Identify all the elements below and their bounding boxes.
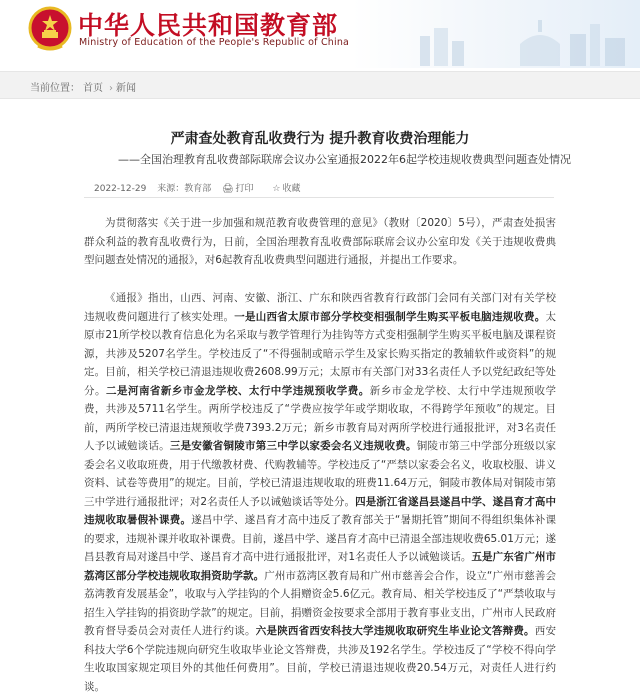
favorite-label: 收藏 bbox=[282, 184, 301, 194]
site-title[interactable]: 中华人民共和国教育部 bbox=[78, 11, 339, 40]
case-5-body: 广州市荔湾区教育局和广州市慈善会合作，设立“广州市慈善会荔湾教育发展基金”，收取与入学挂钩的个人捐赠资金5.6亿元。教育局、相关学校违反了“严禁收取与招生入学挂钩的捐资助学款”的规定。目前，捐赠资金按要求全部用于教育事业支出，广州市人民政府教育督导委员会对责任人进行约谈。 bbox=[84, 569, 556, 637]
case-2-body: 新乡市金龙学校、太行中学违规预收学费，共涉及5711名学生。两所学校违反了“学费应按学年或学期收取，不得跨学年预收”的规定。目前，两所学校已清退违规预收学费7393.2万元；新乡市教育局对两所学校进行通报批评，对3名责任人予以诫勉谈话。 bbox=[84, 384, 557, 452]
case-1-heading: 一是山西省太原市部分学校变相强制学生购买平板电脑违规收费。 bbox=[234, 310, 546, 323]
breadcrumb-bar bbox=[0, 71, 640, 99]
case-1-body: 太原市21所学校以教育信息化为名采取与教学管理行为挂钩等方式变相强制学生购买平板电脑及课程资源，共涉及5207名学生。学校违反了“不得强制或暗示学生及家长购买指定的教辅软件或资料”的规定。目前，相关学校已清退违规收费2608.99万元；太原市有关部门对33名责任人予以党纪政纪等处分。 bbox=[84, 310, 557, 397]
article-source: 来源：教育部 bbox=[157, 184, 212, 194]
case-6-heading: 六是陕西省西安科技大学违规收取研究生毕业论文答辩费。 bbox=[255, 625, 535, 637]
print-button[interactable] bbox=[222, 184, 261, 194]
breadcrumb-current-link[interactable]: 新闻 bbox=[116, 83, 136, 94]
site-subtitle: Ministry of Education of the People's Republic of China bbox=[79, 37, 350, 48]
favorite-button[interactable] bbox=[272, 184, 308, 194]
case-4-heading: 四是浙江省遂昌县遂昌中学、遂昌育才高中违规收取暑假补课费。 bbox=[84, 495, 556, 526]
print-label: 打印 bbox=[235, 184, 254, 194]
case-3-body: 铜陵市第三中学部分班级以家委会名义收取班费，用于代缴教材费、代购教辅等。学校违反了“严禁以家委会名义，收取校服、讲义资料、试卷等费用”的规定。目前，学校已清退违规收取的班费11.64万元，铜陵市教体局对铜陵市第三中学进行通报批评；对2名责任人予以诫勉谈话等处分。 bbox=[84, 440, 557, 508]
paragraph-intro: 《通报》指出，山西、河南、安徽、浙江、广东和陕西省教育行政部门会同有关部门对有关学校违规收费问题进行了核实处理。 bbox=[84, 292, 556, 323]
breadcrumb bbox=[30, 79, 139, 94]
printer-icon: 🖨 bbox=[222, 184, 234, 194]
article-title: 严肃查处教育乱收费行为 提升教育收费治理能力 bbox=[170, 131, 470, 147]
case-4-body: 遂昌中学、遂昌育才高中违反了教育部关于“暑期托管”期间不得组织集体补课的要求，违规补课并收取补课费。目前，遂昌中学、遂昌育才高中已清退全部违规收费65.01万元；遂昌县教育局对遂昌中学、遂昌育才高中进行通报批评，对1名责任人予以诫勉谈话。 bbox=[84, 514, 556, 563]
case-3-heading: 三是安徽省铜陵市第三中学以家委会名义违规收费。 bbox=[169, 440, 417, 452]
article-meta bbox=[94, 181, 317, 194]
breadcrumb-separator: › bbox=[109, 83, 113, 94]
article-paragraph-1: 为贯彻落实《关于进一步加强和规范教育收费管理的意见》（教财〔2020〕5号），严肃查处损害群众利益的教育乱收费行为，日前，全国治理教育乱收费部际联席会议办公室印发《关于违规收费典型问题查处情况的通报》，对6起教育乱收费典型问题进行通报，并提出工作要求。 bbox=[84, 217, 556, 266]
case-5-heading: 五是广东省广州市荔湾区部分学校违规收取捐资助学款。 bbox=[84, 551, 556, 582]
national-emblem-icon[interactable] bbox=[28, 6, 72, 52]
case-6-body: 西安科技大学6个学院违规向研究生收取毕业论文答辩费，共涉及192名学生。学校违反了“学校不得向学生收取国家规定项目外的其他任何费用”。目前，学校已清退违规收费20.54万元，对责任人进行约谈。 bbox=[84, 625, 557, 693]
breadcrumb-home-link[interactable]: 首页 bbox=[83, 83, 103, 94]
decorative-skyline bbox=[400, 6, 640, 66]
star-icon: ☆ bbox=[272, 184, 281, 194]
divider bbox=[84, 197, 554, 198]
breadcrumb-prefix: 当前位置： bbox=[30, 83, 80, 94]
article-subtitle: ——全国治理教育乱收费部际联席会议办公室通报2022年6起学校违规收费典型问题查处情况 bbox=[118, 153, 571, 166]
site-header bbox=[0, 0, 640, 68]
article-paragraph-2 bbox=[84, 289, 556, 696]
article-date: 2022-12-29 bbox=[94, 184, 147, 194]
case-2-heading: 二是河南省新乡市金龙学校、太行中学违规预收学费。 bbox=[105, 384, 370, 397]
